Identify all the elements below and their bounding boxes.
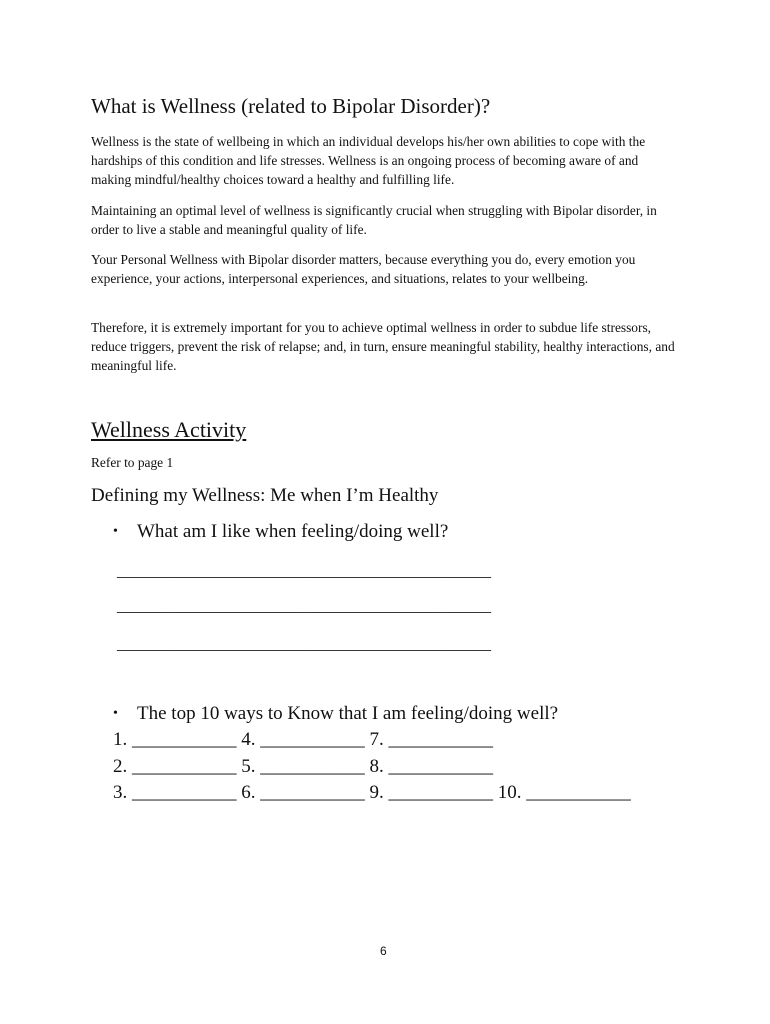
- subheading: Defining my Wellness: Me when I’m Healthy: [91, 485, 439, 506]
- paragraph-definition: Wellness is the state of wellbeing in which an individual develops his/her own abilities to cope with the hardships of this condition and life stresses. Wellness is an ongoing process of becoming aware of and making mindful/healthy choices toward a healthy and fulfilling life.: [91, 134, 646, 187]
- numbered-blank-row[interactable]: 3. ___________ 6. ___________ 9. ___________ 10. ___________: [113, 782, 631, 803]
- bullet-icon: •: [113, 706, 118, 721]
- bullet-icon: •: [113, 524, 118, 539]
- question-item: [113, 521, 448, 543]
- answer-line[interactable]: ____________________________________________: [117, 634, 491, 653]
- question-item: [113, 703, 558, 725]
- paragraph-optimal-level: Maintaining an optimal level of wellness is significantly crucial when struggling with Bipolar disorder, in order to live a stable and meaningful quality of life.: [91, 203, 657, 237]
- page-number: 6: [380, 944, 387, 958]
- question-text: The top 10 ways to Know that I am feeling/doing well?: [137, 703, 559, 724]
- question-text: What am I like when feeling/doing well?: [137, 521, 449, 542]
- numbered-blank-row[interactable]: 1. ___________ 4. ___________ 7. ___________: [113, 729, 493, 750]
- paragraph-importance: Therefore, it is extremely important for you to achieve optimal wellness in order to subdue life stressors, reduce triggers, prevent the risk of relapse; and, in turn, ensure meaningful stability, healthy interactions, and meaningful life.: [91, 320, 675, 373]
- numbered-blank-row[interactable]: 2. ___________ 5. ___________ 8. ___________: [113, 756, 493, 777]
- answer-line[interactable]: ____________________________________________: [117, 561, 491, 580]
- paragraph-personal-wellness: Your Personal Wellness with Bipolar disorder matters, because everything you do, every emotion you experience, your actions, interpersonal experiences, and situations, relates to your wellbeing.: [91, 252, 636, 286]
- answer-line[interactable]: ____________________________________________: [117, 596, 491, 615]
- page-heading: What is Wellness (related to Bipolar Disorder)?: [91, 94, 491, 118]
- activity-heading: Wellness Activity: [91, 417, 247, 442]
- refer-text: Refer to page 1: [91, 455, 174, 470]
